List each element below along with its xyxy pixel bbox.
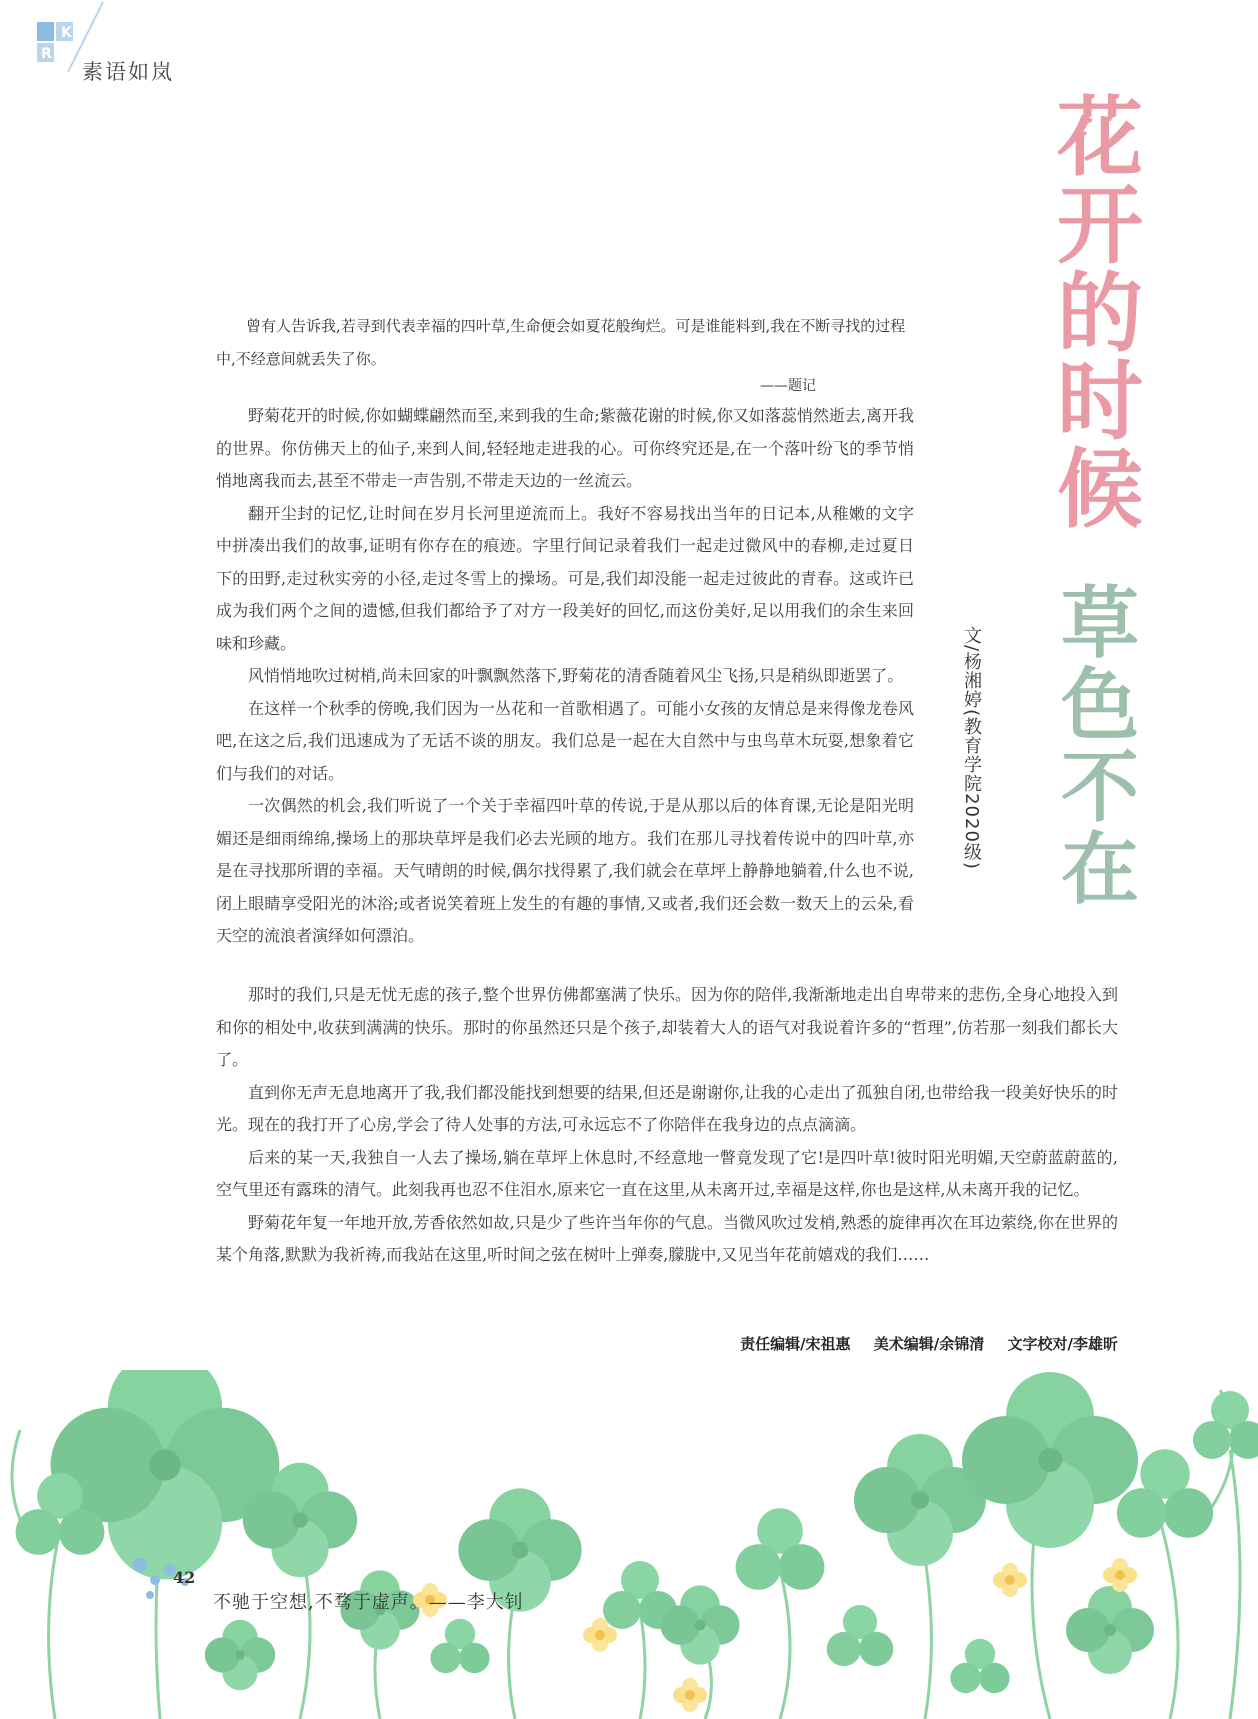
- paragraph: 后来的某一天,我独自一人去了操场,躺在草坪上休息时,不经意地一瞥竟发现了它!是四叶草!彼时阳光明媚,天空蔚蓝蔚蓝的,空气里还有露珠的清气。此刻我再也忍不住泪水,原来它一直在这里,从未离开过,幸福是这样,你也是这样,从未离开我的记忆。: [216, 1147, 1118, 1199]
- title-char: 草: [1060, 579, 1139, 669]
- epigraph-text: 曾有人告诉我,若寻到代表幸福的四叶草,生命便会如夏花般绚烂。可是谁能料到,我在不断寻找的过程中,不经意间就丢失了你。: [216, 317, 906, 368]
- page-number: 42: [173, 1568, 196, 1587]
- title-char: 花: [1057, 88, 1143, 188]
- editor-credits: [680, 1333, 1118, 1354]
- paragraph: 野菊花年复一年地开放,芳香依然如故,只是少了些许当年你的气息。当微风吹过发梢,熟悉的旋律再次在耳边萦绕,你在世界的某个角落,默默为我祈祷,而我站在这里,听时间之弦在树叶上弹奏,朦胧中,又见当年花前嬉戏的我们……: [216, 1212, 1118, 1264]
- title-char: 时: [1057, 352, 1143, 452]
- logo-letter-r: R: [41, 46, 52, 62]
- footer-quote: 不驰于空想,不骛于虚声。——李大钊: [213, 1592, 524, 1613]
- title-char: 的: [1057, 264, 1143, 364]
- title-char: 在: [1060, 825, 1139, 915]
- epigraph: [216, 310, 916, 376]
- title-char: 候: [1057, 440, 1143, 540]
- author-byline: 文/杨湘婷(教育学院2020级): [961, 626, 982, 870]
- kr-logo: [37, 22, 77, 64]
- logo-letter-k: K: [61, 25, 72, 41]
- article-body-narrow: [216, 400, 914, 953]
- paragraph: 在这样一个秋季的傍晚,我们因为一丛花和一首歌相遇了。可能小女孩的友情总是来得像龙卷风吧,在这之后,我们迅速成为了无话不谈的朋友。我们总是一起在大自然中与虫鸟草木玩耍,想象着它们与我们的对话。: [216, 698, 914, 783]
- credit-art-editor: 美术编辑/余锦清: [873, 1335, 985, 1353]
- title-char: 开: [1057, 176, 1143, 276]
- article-body-wide: [216, 979, 1118, 1272]
- title-char: 色: [1060, 661, 1139, 751]
- credit-responsible-editor: 责任编辑/宋祖惠: [740, 1335, 851, 1353]
- paragraph: 野菊花开的时候,你如蝴蝶翩然而至,来到我的生命;紫薇花谢的时候,你又如落蕊悄然逝去,离开我的世界。你仿佛天上的仙子,来到人间,轻轻地走进我的心。可你终究还是,在一个落叶纷飞的季节悄悄地离我而去,甚至不带走一声告别,不带走天边的一丝流云。: [216, 406, 914, 490]
- clover-illustration: [0, 1370, 1258, 1719]
- credit-proofreader: 文字校对/李雄昕: [1007, 1335, 1118, 1353]
- paragraph: 风悄悄地吹过树梢,尚未回家的叶飘飘然落下,野菊花的清香随着风尘飞扬,只是稍纵即逝罢了。: [248, 666, 904, 685]
- paragraph: 一次偶然的机会,我们听说了一个关于幸福四叶草的传说,于是从那以后的体育课,无论是阳光明媚还是细雨绵绵,操场上的那块草坪是我们必去光顾的地方。我们在那儿寻找着传说中的四叶草,亦是在寻找那所谓的幸福。天气晴朗的时候,偶尔找得累了,我们就会在草坪上静静地躺着,什么也不说,闭上眼睛享受阳光的沐浴;或者说笑着班上发生的有趣的事情,又或者,我们还会数一数天上的云朵,看天空的流浪者演绎如何漂泊。: [216, 796, 914, 945]
- section-name: 素语如岚: [82, 60, 174, 84]
- paragraph: 那时的我们,只是无忧无虑的孩子,整个世界仿佛都塞满了快乐。因为你的陪伴,我渐渐地走出自卑带来的悲伤,全身心地投入到和你的相处中,收获到满满的快乐。那时的你虽然还只是个孩子,却装着大人的语气对我说着许多的“哲理”,仿若那一刻我们都长大了。: [216, 985, 1118, 1069]
- paragraph: 直到你无声无息地离开了我,我们都没能找到想要的结果,但还是谢谢你,让我的心走出了孤独自闭,也带给我一段美好快乐的时光。现在的我打开了心房,学会了待人处事的方法,可永远忘不了你陪伴在我身边的点点滴滴。: [216, 1082, 1118, 1134]
- article-title: [1040, 88, 1160, 915]
- paragraph: 翻开尘封的记忆,让时间在岁月长河里逆流而上。我好不容易找出当年的日记本,从稚嫩的文字中拼凑出我们的故事,证明有你存在的痕迹。字里行间记录着我们一起走过微风中的春柳,走过夏日下的田野,走过秋实旁的小径,走过冬雪上的操场。可是,我们却没能一起走过彼此的青春。这或许已成为我们两个之间的遗憾,但我们都给予了对方一段美好的回忆,而这份美好,足以用我们的余生来回味和珍藏。: [216, 503, 914, 653]
- epigraph-sign: ——题记: [760, 378, 816, 394]
- title-char: 不: [1060, 743, 1139, 833]
